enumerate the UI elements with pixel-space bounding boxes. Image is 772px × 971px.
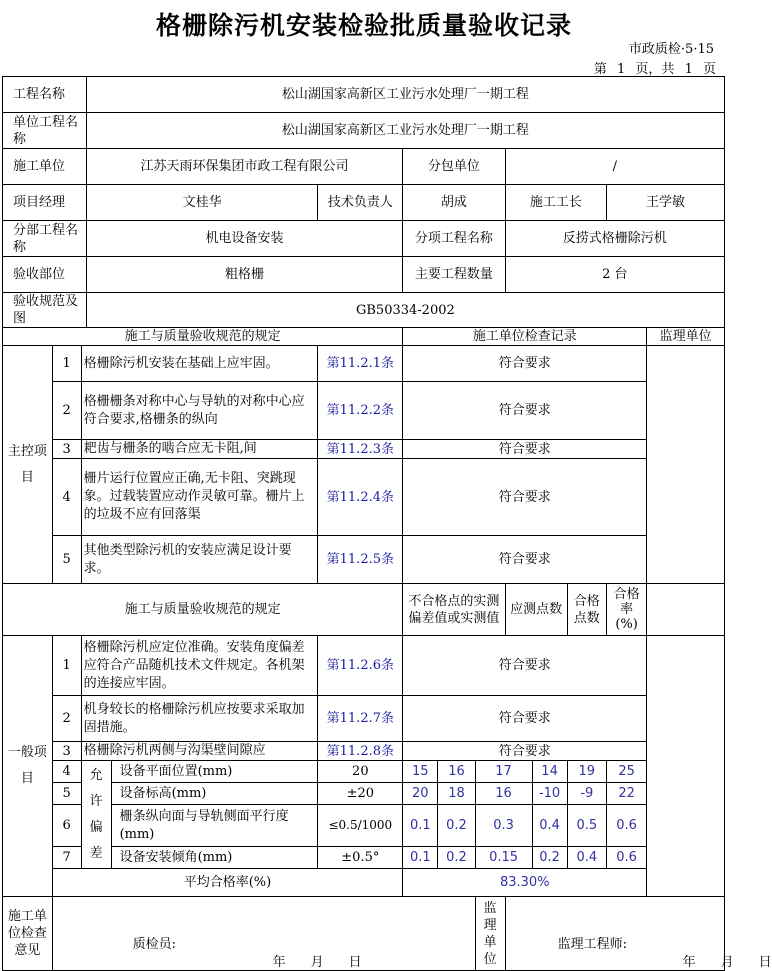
row-measurement-header — [3, 584, 725, 636]
main-item-no: 4 — [52, 459, 81, 536]
engineer-label: 监理工程师: — [557, 937, 627, 952]
measured-item-tolerance: ≤0.5/1000 — [318, 805, 403, 847]
tech-value: 胡成 — [403, 185, 505, 221]
general-item-result: 符合要求 — [403, 742, 647, 761]
quantity-value: 2 台 — [505, 257, 724, 293]
main-item-clause: 第11.2.5条 — [318, 536, 403, 584]
measured-value: 0.2 — [532, 847, 567, 869]
measured-value: 14 — [532, 761, 567, 783]
main-item-result: 符合要求 — [403, 536, 647, 584]
inspection-form-table — [2, 76, 772, 971]
general-supervision-cell — [647, 636, 725, 897]
measured-item-tolerance: ±20 — [318, 783, 403, 805]
measured-item-no: 7 — [52, 847, 81, 869]
main-item-row — [3, 536, 725, 584]
foreman-label: 施工工长 — [505, 185, 606, 221]
general-item-clause: 第11.2.6条 — [318, 636, 403, 696]
quantity-label: 主要工程数量 — [403, 257, 505, 293]
main-item-clause: 第11.2.2条 — [318, 382, 403, 440]
page-indicator: 第 1 页，共 1 页 — [593, 62, 716, 77]
project-name-label: 工程名称 — [3, 77, 87, 113]
form-code: 市政质检·5·15 — [628, 42, 714, 57]
location-label: 验收部位 — [3, 257, 87, 293]
measured-value: -10 — [532, 783, 567, 805]
main-item-no: 3 — [52, 440, 81, 459]
measured-item-row — [3, 761, 725, 783]
measured-value: 17 — [475, 761, 532, 783]
deviation-column-header: 不合格点的实测偏差值或实测值 — [403, 584, 505, 636]
main-item-text: 其他类型除污机的安装应满足设计要求。 — [81, 536, 318, 584]
main-item-result: 符合要求 — [403, 346, 647, 382]
location-value: 粗格栅 — [86, 257, 402, 293]
measured-item-no: 4 — [52, 761, 81, 783]
main-supervision-cell — [647, 346, 725, 584]
measured-value: 15 — [403, 761, 438, 783]
main-item-clause: 第11.2.4条 — [318, 459, 403, 536]
main-item-result: 符合要求 — [403, 440, 647, 459]
subdivision-label: 分项工程名称 — [403, 221, 505, 257]
measured-value: 0.15 — [475, 847, 532, 869]
measured-item-name: 设备标高(mm) — [111, 783, 318, 805]
general-item-clause: 第11.2.7条 — [318, 696, 403, 742]
measured-item-name: 设备平面位置(mm) — [111, 761, 318, 783]
pass-rate-header: 合格率(%) — [606, 584, 646, 636]
division-value: 机电设备安装 — [86, 221, 402, 257]
general-item-no: 3 — [52, 742, 81, 761]
measured-value: 0.2 — [438, 847, 475, 869]
construction-signoff-cell — [52, 897, 475, 971]
subcontractor-value: / — [505, 149, 724, 185]
main-item-clause: 第11.2.1条 — [318, 346, 403, 382]
main-item-no: 2 — [52, 382, 81, 440]
main-item-row — [3, 346, 725, 382]
general-item-clause: 第11.2.8条 — [318, 742, 403, 761]
main-item-row — [3, 382, 725, 440]
construction-date-month: 月 — [310, 955, 324, 970]
measured-value: 19 — [567, 761, 606, 783]
supervision-date-month: 月 — [720, 955, 734, 970]
row-division — [3, 221, 725, 257]
measured-value: 25 — [606, 761, 646, 783]
main-item-text: 格栅栅条对称中心与导轨的对称中心应符合要求,格栅条的纵向 — [81, 382, 318, 440]
general-items-label: 一般项目 — [3, 636, 53, 897]
measured-value: 0.2 — [438, 805, 475, 847]
measurement-supervision-cell — [647, 584, 725, 636]
supervision-column-header: 监理单位 — [647, 328, 725, 346]
record-column-header: 施工单位检查记录 — [403, 328, 647, 346]
measured-value: 0.1 — [403, 847, 438, 869]
main-item-row — [3, 440, 725, 459]
general-item-result: 符合要求 — [403, 636, 647, 696]
measured-value: -9 — [567, 783, 606, 805]
measured-value: 16 — [438, 761, 475, 783]
measured-value: 16 — [475, 783, 532, 805]
measured-value: 0.4 — [532, 805, 567, 847]
measured-item-row — [3, 847, 725, 869]
supervision-date-day: 日 — [758, 955, 772, 970]
measured-value: 0.6 — [606, 847, 646, 869]
foreman-value: 王学敏 — [606, 185, 724, 221]
measured-item-name: 栅条纵向面与导轨侧面平行度(mm) — [111, 805, 318, 847]
average-value: 83.30% — [403, 869, 647, 897]
measured-value: 18 — [438, 783, 475, 805]
main-item-text: 栅片运行位置应正确,无卡阻、突跳现象。过载装置应动作灵敏可靠。栅片上的垃圾不应有回落渠 — [81, 459, 318, 536]
general-item-row — [3, 636, 725, 696]
construction-date-day: 日 — [348, 955, 362, 970]
construction-opinion-label: 施工单位检查意见 — [3, 897, 53, 971]
measured-item-tolerance: ±0.5° — [318, 847, 403, 869]
general-item-no: 2 — [52, 696, 81, 742]
inspector-label: 质检员: — [132, 937, 177, 952]
pm-label: 项目经理 — [3, 185, 87, 221]
measured-item-name: 设备安装倾角(mm) — [111, 847, 318, 869]
main-item-clause: 第11.2.3条 — [318, 440, 403, 459]
form-title: 格栅除污机安装检验批质量验收记录 — [155, 11, 572, 40]
row-unit-project — [3, 113, 725, 149]
general-item-row — [3, 696, 725, 742]
unit-project-value: 松山湖国家高新区工业污水处理厂一期工程 — [86, 113, 724, 149]
main-item-result: 符合要求 — [403, 459, 647, 536]
row-contractor — [3, 149, 725, 185]
measured-item-tolerance: 20 — [318, 761, 403, 783]
average-label: 平均合格率(%) — [52, 869, 403, 897]
unit-project-label: 单位工程名称 — [3, 113, 87, 149]
subcontractor-label: 分包单位 — [403, 149, 505, 185]
points-ok-header: 合格点数 — [567, 584, 606, 636]
row-project-name — [3, 77, 725, 113]
general-item-no: 1 — [52, 636, 81, 696]
main-item-row — [3, 459, 725, 536]
measured-item-no: 5 — [52, 783, 81, 805]
contractor-label: 施工单位 — [3, 149, 87, 185]
main-item-result: 符合要求 — [403, 382, 647, 440]
measured-value: 22 — [606, 783, 646, 805]
general-item-text: 格栅除污机应定位准确。安装角度偏差应符合产品随机技术文件规定。各机架的连接应牢固。 — [81, 636, 318, 696]
measured-value: 0.4 — [567, 847, 606, 869]
general-item-row — [3, 742, 725, 761]
division-label: 分部工程名称 — [3, 221, 87, 257]
general-item-text: 机身较长的格栅除污机应按要求采取加固措施。 — [81, 696, 318, 742]
standard-value: GB50334-2002 — [86, 293, 724, 328]
spec-column-header: 施工与质量验收规范的规定 — [3, 328, 403, 346]
row-average — [3, 869, 725, 897]
row-location — [3, 257, 725, 293]
measured-value: 20 — [403, 783, 438, 805]
main-item-no: 1 — [52, 346, 81, 382]
tech-label: 技术负责人 — [318, 185, 403, 221]
main-items-label: 主控项目 — [3, 346, 53, 584]
main-item-text: 耙齿与栅条的啮合应无卡阻,间 — [81, 440, 318, 459]
supervision-date-year: 年 — [682, 955, 696, 970]
supervision-signoff-cell — [505, 897, 772, 971]
measured-value: 0.1 — [403, 805, 438, 847]
points-required-header: 应测点数 — [505, 584, 567, 636]
subdivision-value: 反捞式格栅除污机 — [505, 221, 724, 257]
standard-label: 验收规范及图 — [3, 293, 87, 328]
general-item-result: 符合要求 — [403, 696, 647, 742]
main-item-no: 5 — [52, 536, 81, 584]
measured-value: 0.6 — [606, 805, 646, 847]
row-personnel — [3, 185, 725, 221]
main-item-text: 格栅除污机安装在基础上应牢固。 — [81, 346, 318, 382]
spec-column-header-2: 施工与质量验收规范的规定 — [3, 584, 403, 636]
project-name-value: 松山湖国家高新区工业污水处理厂一期工程 — [86, 77, 724, 113]
measured-item-row — [3, 805, 725, 847]
measured-item-no: 6 — [52, 805, 81, 847]
supervision-opinion-label: 监理单位 — [475, 897, 505, 971]
measured-value: 0.5 — [567, 805, 606, 847]
tolerance-label: 允许偏差 — [81, 761, 111, 869]
pm-value: 文桂华 — [86, 185, 318, 221]
measured-value: 0.3 — [475, 805, 532, 847]
row-standard — [3, 293, 725, 328]
measured-item-row — [3, 783, 725, 805]
row-column-headers — [3, 328, 725, 346]
contractor-value: 江苏天雨环保集团市政工程有限公司 — [86, 149, 402, 185]
row-signoff — [3, 897, 725, 971]
general-item-text: 格栅除污机两侧与沟渠壁间隙应 — [81, 742, 318, 761]
construction-date-year: 年 — [272, 955, 286, 970]
